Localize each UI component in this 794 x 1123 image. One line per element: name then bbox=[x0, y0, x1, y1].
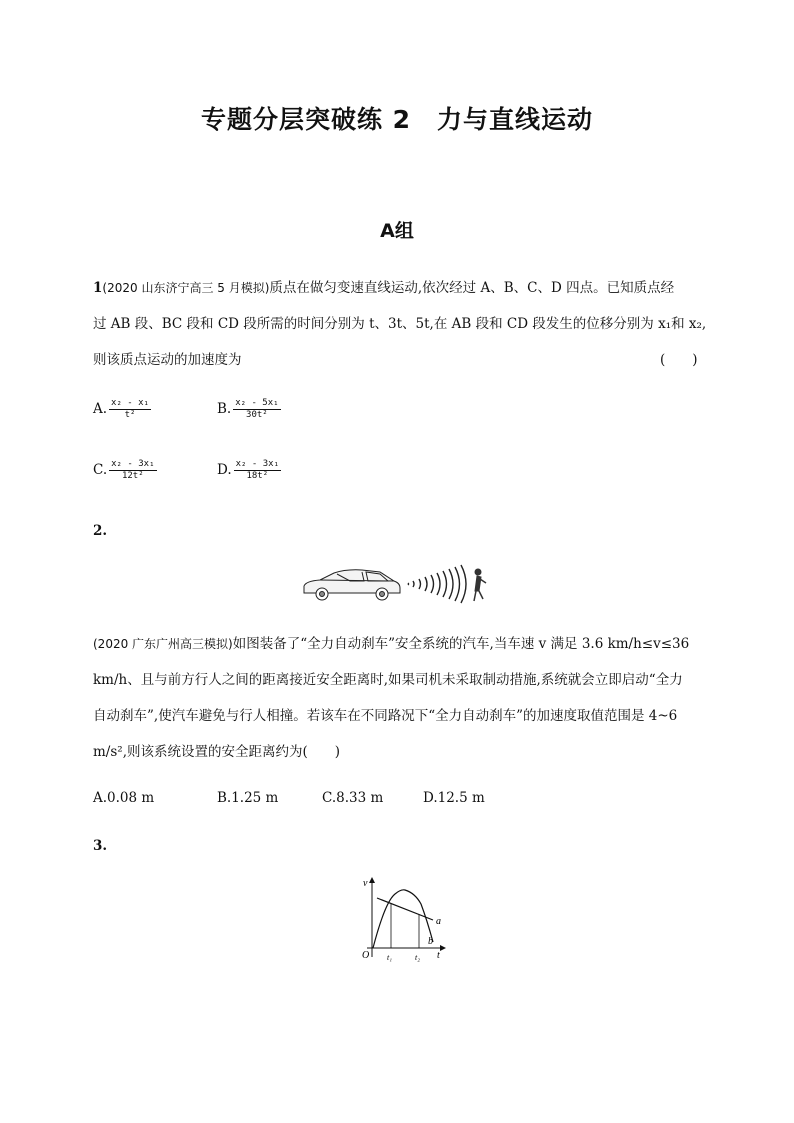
option-fraction bbox=[233, 398, 280, 421]
q2-stem-part1: 如图装备了“全力自动刹车”安全系统的汽车,当车速 v 满足 3.6 km/h≤v≤36 bbox=[232, 636, 690, 652]
t1-label: t₁ bbox=[387, 953, 393, 962]
option-letter: C. bbox=[93, 462, 108, 478]
radar-waves-icon bbox=[408, 565, 466, 603]
fraction-denominator: t² bbox=[124, 410, 136, 420]
q1-option-c[interactable] bbox=[93, 459, 157, 482]
fraction-numerator: x₂ - x₁ bbox=[111, 398, 149, 408]
q1-option-b[interactable] bbox=[217, 398, 281, 421]
q2-line-1 bbox=[93, 632, 689, 652]
page-title: 专题分层突破练 2 力与直线运动 bbox=[200, 105, 594, 134]
q1-source: (2020 山东济宁高三 5 月模拟) bbox=[102, 281, 270, 295]
option-fraction bbox=[109, 459, 156, 482]
q2-line-4: m/s²,则该系统设置的安全距离约为( ) bbox=[93, 744, 341, 760]
q1-option-d[interactable] bbox=[217, 459, 281, 482]
q2-option-d[interactable]: D.12.5 m bbox=[423, 790, 485, 806]
car-icon bbox=[304, 570, 400, 600]
car-pedestrian-figure bbox=[300, 563, 500, 608]
q2-number: 2. bbox=[93, 523, 108, 539]
group-heading: A组 bbox=[380, 220, 414, 242]
q2-option-a[interactable]: A.0.08 m bbox=[93, 790, 155, 806]
curve-b bbox=[373, 890, 433, 948]
velocity-time-graph bbox=[345, 872, 455, 964]
option-fraction bbox=[109, 398, 151, 421]
q2-line-2: km/h、且与前方行人之间的距离接近安全距离时,如果司机未采取制动措施,系统就会立即启动“全力 bbox=[93, 672, 683, 688]
q2-source: (2020 广东广州高三模拟) bbox=[93, 637, 233, 651]
fraction-denominator: 30t² bbox=[246, 410, 268, 420]
q1-stem-part1: 质点在做匀变速直线运动,依次经过 A、B、C、D 四点。已知质点经 bbox=[269, 280, 675, 296]
fraction-denominator: 18t² bbox=[246, 471, 269, 481]
t2-label: t₂ bbox=[415, 953, 421, 962]
q3-number: 3. bbox=[93, 838, 108, 854]
option-letter: B. bbox=[217, 401, 232, 417]
q1-answer-paren: ( ) bbox=[660, 352, 698, 368]
option-fraction bbox=[234, 459, 281, 482]
fraction-numerator: x₂ - 3x₁ bbox=[235, 459, 279, 469]
q2-line-3: 自动刹车”,使汽车避免与行人相撞。若该车在不同路况下“全力自动刹车”的加速度取值范围是 4~6 bbox=[93, 708, 678, 724]
q2-option-b[interactable]: B.1.25 m bbox=[217, 790, 279, 806]
q2-option-c[interactable]: C.8.33 m bbox=[322, 790, 384, 806]
option-letter: A. bbox=[93, 401, 108, 417]
q1-line-1 bbox=[93, 276, 674, 296]
fraction-denominator: 12t² bbox=[121, 471, 144, 481]
q1-number: 1 bbox=[93, 280, 103, 296]
t-axis-label: t bbox=[437, 950, 440, 961]
pedestrian-icon bbox=[474, 569, 486, 601]
curve-b-label: b bbox=[428, 936, 433, 947]
q1-option-a[interactable] bbox=[93, 398, 151, 421]
fraction-numerator: x₂ - 5x₁ bbox=[235, 398, 279, 408]
fraction-numerator: x₂ - 3x₁ bbox=[111, 459, 155, 469]
q1-line-3: 则该质点运动的加速度为 bbox=[93, 352, 242, 368]
v-axis-label: v bbox=[363, 878, 368, 889]
q1-line-2: 过 AB 段、BC 段和 CD 段所需的时间分别为 t、3t、5t,在 AB 段和 CD 段发生的位移分别为 x₁和 x₂, bbox=[93, 316, 707, 332]
origin-label: O bbox=[362, 950, 370, 961]
option-letter: D. bbox=[217, 462, 232, 478]
line-a-label: a bbox=[436, 916, 441, 927]
